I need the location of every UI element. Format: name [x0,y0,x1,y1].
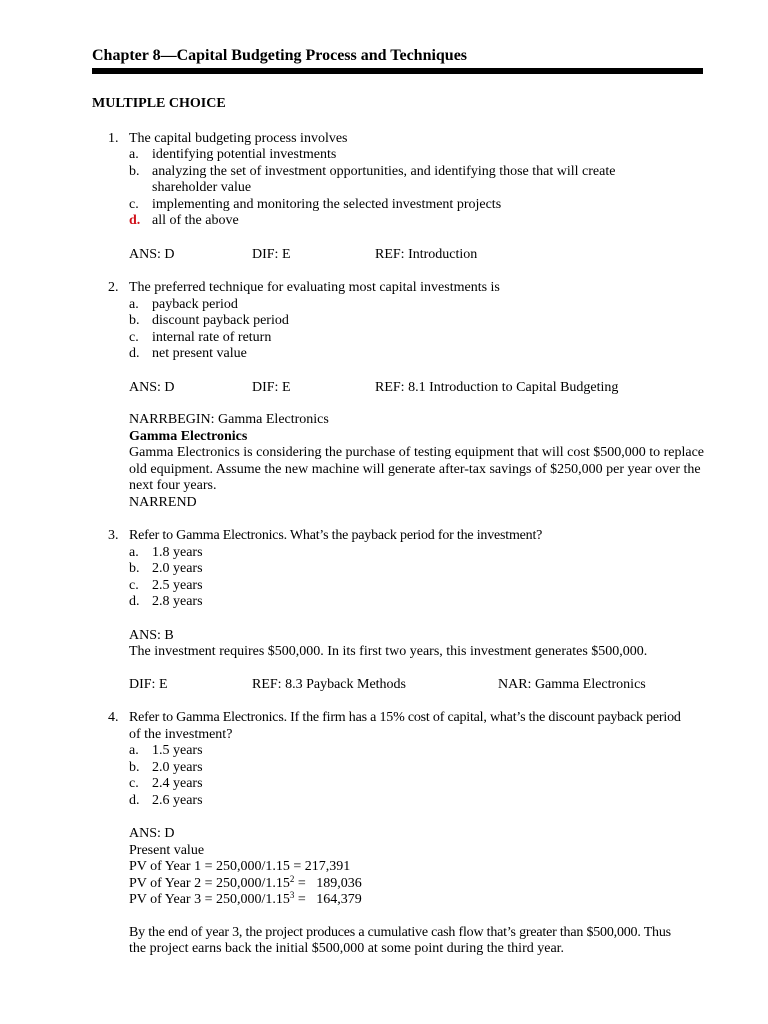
question-text: Refer to Gamma Electronics. If the firm has a 15% cost of capital, what’s the discount payback period [129,710,681,725]
option-text: all of the above [152,213,239,228]
narrative-line: old equipment. Assume the new machine will generate after-tax savings of $250,000 per year over the [129,461,701,477]
narrative-line: next four years. [129,478,217,493]
option-text: 2.5 years [152,577,203,593]
question-text: The capital budgeting process involves [129,130,348,146]
pv-year-3 [129,892,704,909]
narrative-line: Gamma Electronics is considering the purchase of testing equipment that will cost $500,000 to replace [129,445,705,460]
option-text: implementing and monitoring the selected investment projects [152,196,502,212]
option-text: shareholder value [152,180,252,195]
question-1 [92,131,704,264]
question-text: The preferred technique for evaluating most capital investments is [129,280,500,295]
option-label: b. [129,561,140,576]
option-b [129,313,704,330]
option-text: net present value [152,346,247,361]
option-c [129,330,704,347]
option-text: 1.5 years [152,743,203,758]
pv-year-2-formula: PV of Year 2 = 250,000/1.15 [129,875,290,891]
option-b [129,760,704,777]
present-value-heading: Present value [129,842,205,858]
option-b-continued [129,180,704,197]
question-text-continued: of the investment? [129,726,233,742]
difficulty: DIF: E [129,676,168,692]
option-text: payback period [152,296,238,312]
narrative-block [129,412,704,511]
option-b [129,561,704,578]
option-d-correct [129,213,704,230]
question-4 [92,710,704,958]
option-label: d. [129,346,140,361]
question-number: 1. [108,130,119,146]
option-d [129,793,704,810]
pv-year-3-result: = 164,379 [294,892,362,907]
reference: REF: 8.3 Payback Methods [252,676,406,692]
option-label: c. [129,776,139,791]
question-text: Refer to Gamma Electronics. What’s the payback period for the investment? [129,528,543,543]
chapter-title: Chapter 8—Capital Budgeting Process and Techniques [92,47,468,64]
correct-option-label: d. [129,213,141,228]
question-3 [92,528,704,693]
narrative-heading: Gamma Electronics [129,428,248,444]
narrative-begin: NARRBEGIN: Gamma Electronics [129,412,329,427]
option-text: analyzing the set of investment opportunities, and identifying those that will create [152,163,616,179]
conclusion-line: the project earns back the initial $500,000 at some point during the third year. [129,941,565,956]
option-label: b. [129,163,140,179]
difficulty: DIF: E [252,246,291,262]
reference: REF: 8.1 Introduction to Capital Budgeting [375,379,619,395]
difficulty: DIF: E [252,379,291,395]
answer: ANS: D [129,826,175,841]
document-page [92,46,704,958]
option-label: b. [129,759,140,775]
question-number: 4. [108,710,119,725]
option-c [129,578,704,595]
option-b [129,164,704,181]
question-2 [92,280,704,396]
option-text: 2.4 years [152,776,203,791]
pv-year-2-exponent: 2 [289,873,295,884]
pv-year-2 [129,873,704,893]
option-c [129,776,704,793]
option-label: a. [129,544,139,560]
title-rule [92,68,703,74]
question-number: 3. [108,528,119,543]
answer: ANS: B [129,627,174,643]
answer: ANS: D [129,246,175,262]
option-d [129,346,704,363]
narrative-end: NARREND [129,494,197,510]
option-label: a. [129,147,139,162]
option-text: discount payback period [152,313,289,328]
option-d [129,594,704,611]
section-heading: MULTIPLE CHOICE [92,96,226,111]
option-a [129,147,704,164]
reference: REF: Introduction [375,246,478,262]
option-text: 2.6 years [152,792,203,808]
option-text: 2.0 years [152,759,203,775]
option-label: c. [129,196,139,212]
option-a [129,743,704,760]
conclusion-line: By the end of year 3, the project produces a cumulative cash flow that’s greater than $500,000. Thus [129,924,671,940]
option-label: c. [129,577,139,593]
option-label: d. [129,594,140,609]
option-text: 1.8 years [152,544,203,560]
narrative-reference: NAR: Gamma Electronics [498,676,646,692]
pv-year-3-exponent: 3 [289,890,295,900]
pv-year-1: PV of Year 1 = 250,000/1.15 = 217,391 [129,859,351,874]
option-text: 2.0 years [152,561,203,576]
option-text: 2.8 years [152,594,203,609]
option-a [129,297,704,314]
option-a [129,545,704,562]
answer-explanation: The investment requires $500,000. In its first two years, this investment generates $500,000. [129,644,648,659]
option-label: c. [129,329,139,345]
option-text: internal rate of return [152,329,272,345]
question-number: 2. [108,280,119,295]
pv-year-2-result: = 189,036 [294,875,362,891]
pv-year-3-formula: PV of Year 3 = 250,000/1.15 [129,892,290,907]
option-text: identifying potential investments [152,147,337,162]
option-label: d. [129,792,140,808]
option-label: a. [129,743,139,758]
option-label: a. [129,296,139,312]
option-c [129,197,704,214]
option-label [129,180,152,197]
answer: ANS: D [129,379,175,395]
option-label: b. [129,313,140,328]
